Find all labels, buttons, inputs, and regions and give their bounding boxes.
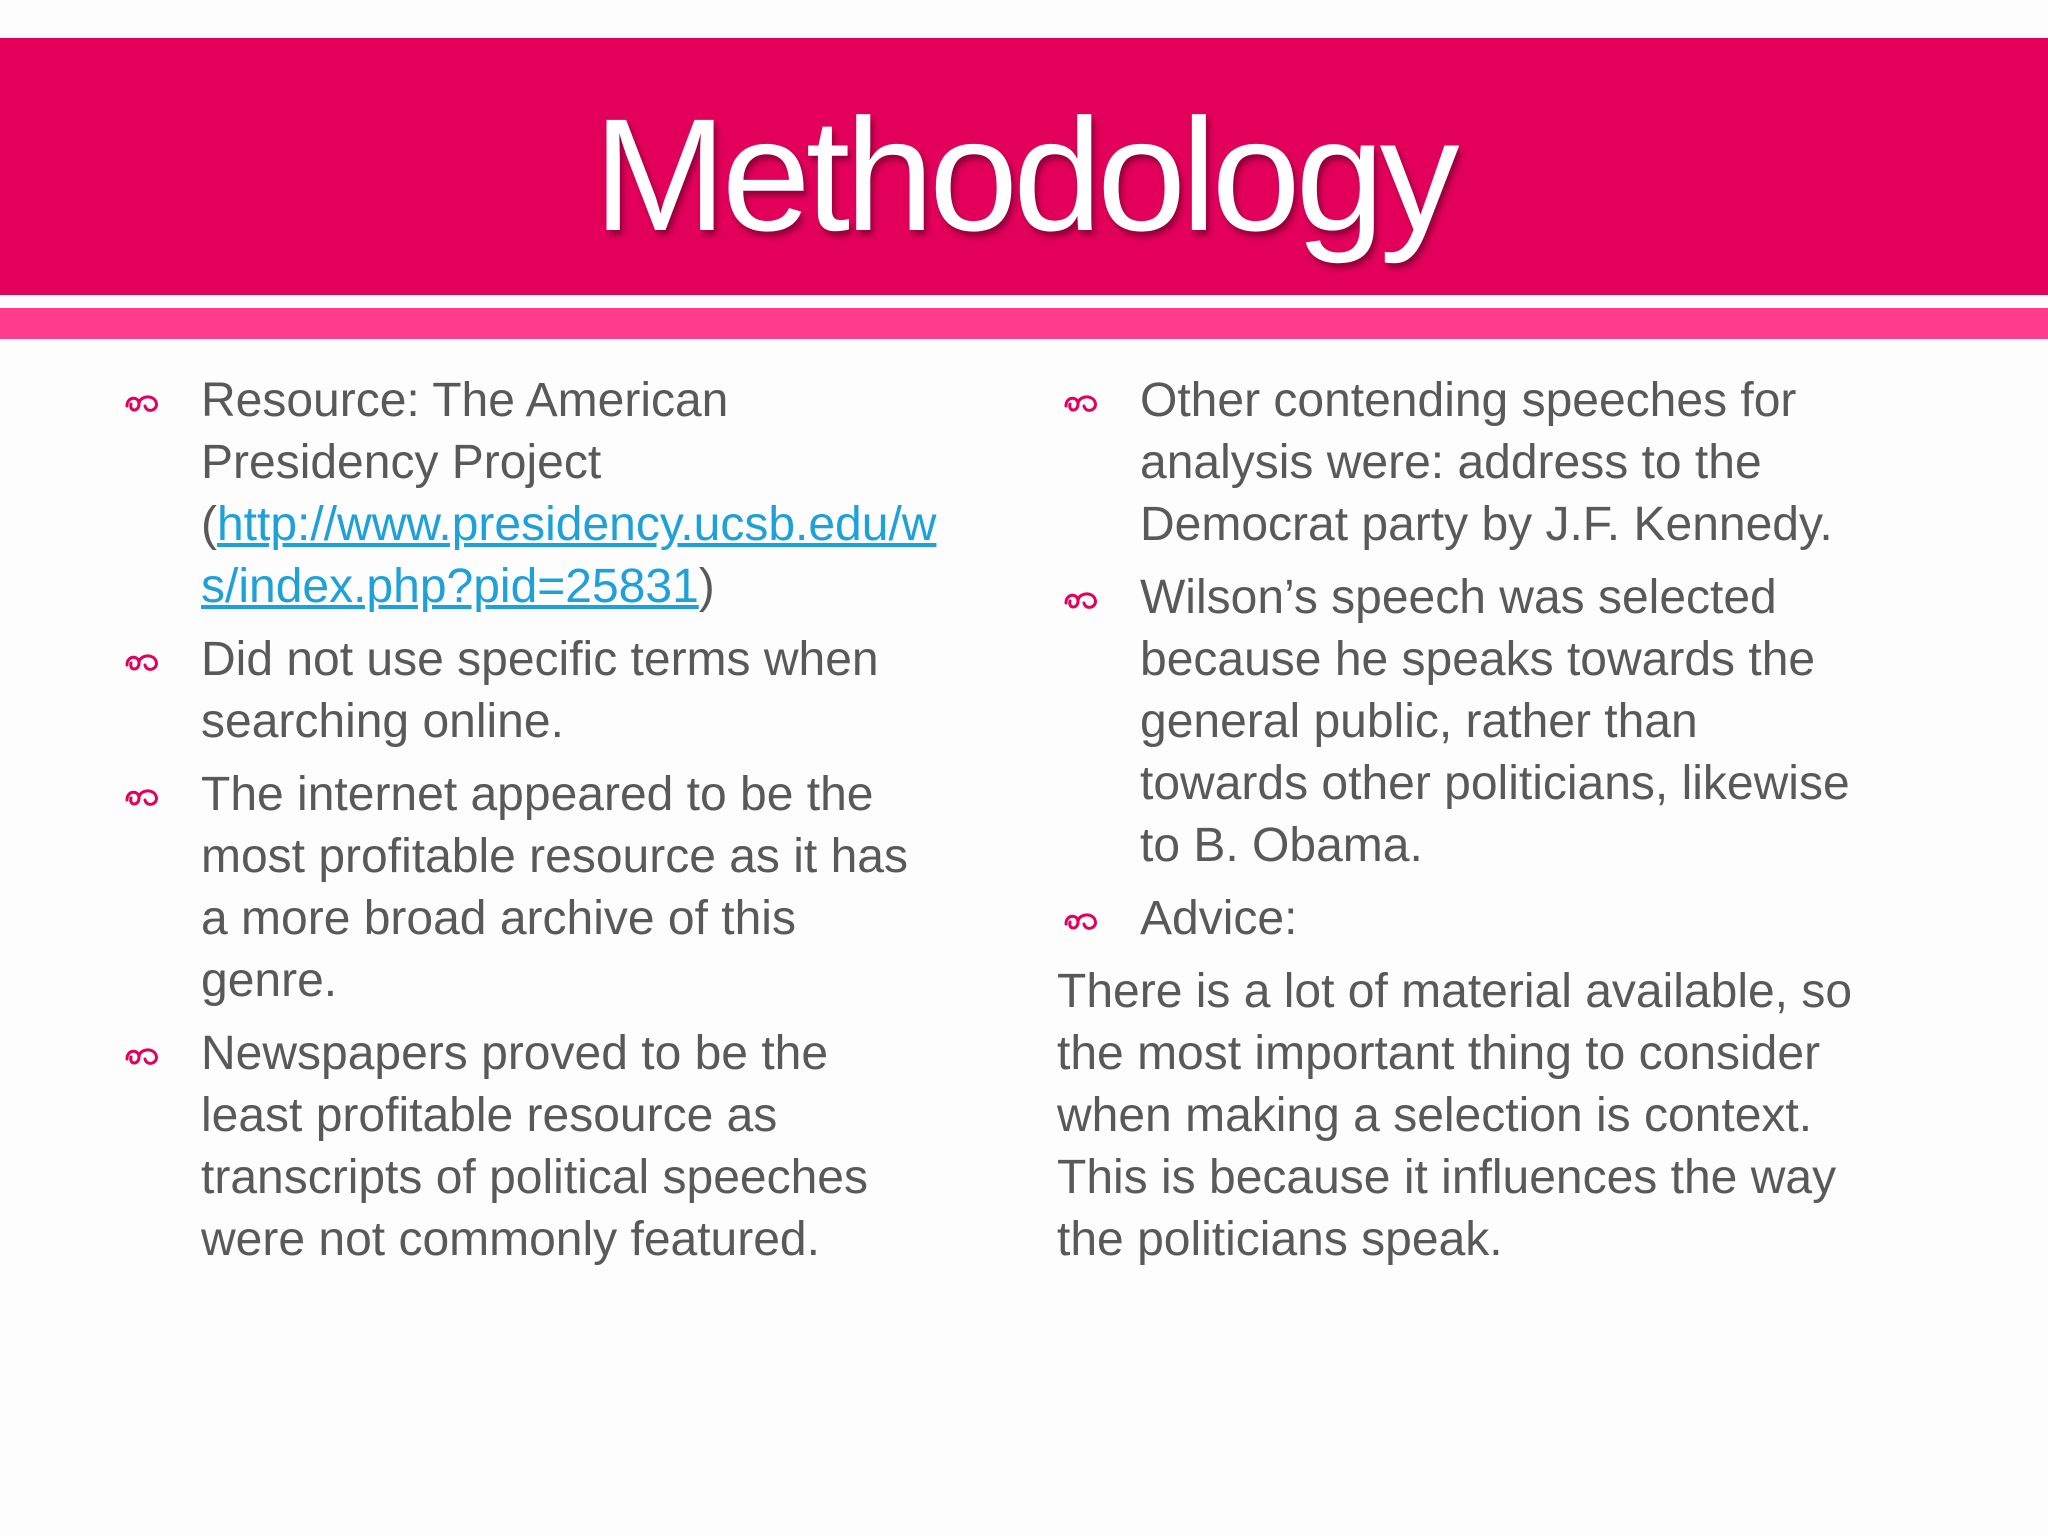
bullet-line: towards other politicians, likewise	[1140, 757, 1850, 810]
left-column	[118, 370, 998, 1282]
close-paren: )	[698, 560, 715, 613]
right-column	[1057, 370, 1937, 1271]
paragraph-line: There is a lot of material available, so	[1057, 965, 1853, 1018]
paragraph-line: when making a selection is context.	[1057, 1089, 1813, 1142]
bullet-line: Other contending speeches for	[1140, 374, 1797, 427]
bullet-line: a more broad archive of this	[201, 892, 796, 945]
bullet-line	[201, 556, 998, 618]
presidency-link-part1[interactable]: http://www.presidency.ucsb.edu/w	[216, 498, 937, 551]
bullet-item-advice	[1057, 888, 1937, 950]
bullet-item-resource	[118, 370, 998, 618]
bullet-line	[201, 494, 998, 556]
swirl-bullet-icon	[123, 1041, 161, 1071]
paragraph-line: the most important thing to consider	[1057, 1027, 1821, 1080]
accent-bar	[0, 308, 2048, 339]
bullet-line: because he speaks towards the	[1140, 633, 1816, 686]
bullet-item-wilson	[1057, 567, 1937, 877]
bullet-line: analysis were: address to the	[1140, 436, 1762, 489]
bullet-line: general public, rather than	[1140, 695, 1698, 748]
bullet-line: to B. Obama.	[1140, 819, 1423, 872]
open-paren: (	[201, 498, 217, 551]
swirl-bullet-icon	[1062, 906, 1100, 936]
swirl-bullet-icon	[1062, 388, 1100, 418]
swirl-bullet-icon	[123, 647, 161, 677]
paragraph-line: This is because it influences the way	[1057, 1151, 1837, 1204]
presidency-link-part2[interactable]: s/index.php?pid=25831	[201, 560, 699, 613]
swirl-bullet-icon	[123, 388, 161, 418]
bullet-line: Did not use specific terms when	[201, 633, 879, 686]
bullet-line: most profitable resource as it has	[201, 830, 908, 883]
bullet-item-newspapers	[118, 1023, 998, 1271]
paragraph-line: the politicians speak.	[1057, 1213, 1503, 1266]
bullet-line: searching online.	[201, 695, 564, 748]
bullet-item-search-terms	[118, 629, 998, 753]
slide-title: Methodology	[593, 85, 1455, 264]
swirl-bullet-icon	[1062, 585, 1100, 615]
bullet-line: least profitable resource as	[201, 1089, 778, 1142]
bullet-line: Democrat party by J.F. Kennedy.	[1140, 498, 1833, 551]
bullet-item-internet	[118, 764, 998, 1012]
bullet-line: Newspapers proved to be the	[201, 1027, 829, 1080]
bullet-line: genre.	[201, 954, 338, 1007]
bullet-line: Resource: The American	[201, 374, 729, 427]
bullet-line: transcripts of political speeches	[201, 1151, 868, 1204]
bullet-line: Wilson’s speech was selected	[1140, 571, 1777, 624]
advice-paragraph	[1057, 961, 1937, 1271]
bullet-line: were not commonly featured.	[201, 1213, 820, 1266]
bullet-line: Advice:	[1140, 892, 1298, 945]
bullet-line: The internet appeared to be the	[201, 768, 874, 821]
bullet-line: Presidency Project	[201, 436, 602, 489]
swirl-bullet-icon	[123, 782, 161, 812]
bullet-item-contending-speeches	[1057, 370, 1937, 556]
